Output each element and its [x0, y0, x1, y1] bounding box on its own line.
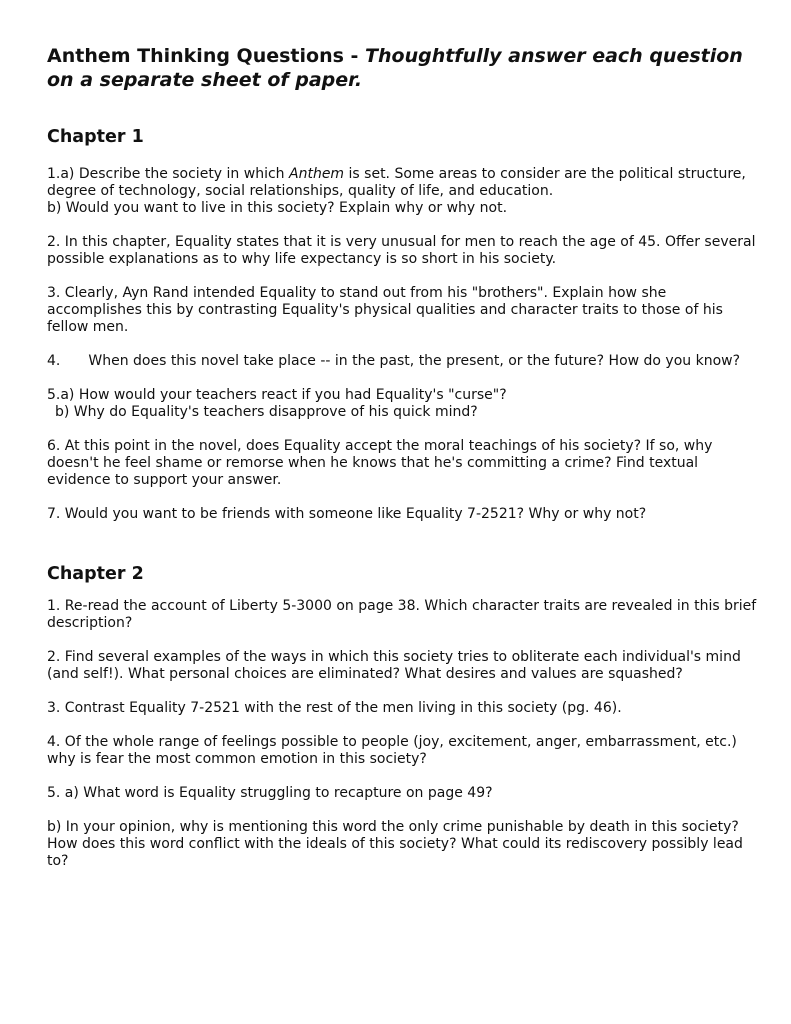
title-instruction: Thoughtfully answer each question on a separate sheet of paper.	[47, 45, 743, 91]
chapter1-question-1	[47, 166, 759, 217]
chapter2-question-1: 1. Re-read the account of Liberty 5-3000 on page 38. Which character traits are revealed in this brief description?	[47, 598, 757, 631]
chapter2-question-2: 2. Find several examples of the ways in which this society tries to obliterate each individual's mind (and self!). What personal choices are eliminated? What desires and values are squashed?	[47, 649, 741, 682]
chapter1-question-4	[47, 353, 759, 370]
chapter1-question-7: 7. Would you want to be friends with someone like Equality 7-2521? Why or why not?	[47, 506, 647, 522]
chapter1-question-3: 3. Clearly, Ayn Rand intended Equality to stand out from his "brothers". Explain how she accomplishes this by contrasting Equality's physical qualities and character traits to those of his fellow men.	[47, 285, 723, 335]
chapter2-question-5b: b) In your opinion, why is mentioning this word the only crime punishable by death in this society? How does this word conflict with the ideals of this society? What could its rediscovery possibly lead to?	[47, 819, 743, 869]
chapter1-question-5	[47, 387, 759, 421]
chapter-1-heading: Chapter 1	[47, 127, 144, 147]
chapter2-question-4: 4. Of the whole range of feelings possible to people (joy, excitement, anger, embarrassment, etc.) why is fear the most common emotion in this society?	[47, 734, 737, 767]
question-1a	[47, 166, 759, 200]
chapter1-question-2: 2. In this chapter, Equality states that it is very unusual for men to reach the age of 45. Offer several possible explanations as to why life expectancy is so short in his society.	[47, 234, 756, 267]
question-1a-book-title: Anthem	[289, 166, 345, 182]
question-4-number: 4.	[47, 353, 61, 369]
chapter-2-heading: Chapter 2	[47, 564, 144, 584]
chapter1-question-6: 6. At this point in the novel, does Equality accept the moral teachings of his society? If so, why doesn't he feel shame or remorse when he knows that he's committing a crime? Find textual evidence to support your answer.	[47, 438, 713, 488]
title-main: Anthem Thinking Questions -	[47, 45, 366, 67]
question-1a-text-start: 1.a) Describe the society in which	[47, 166, 289, 182]
question-1a-text-end: is set. Some areas to consider are the political structure, degree of technology, social relationships, quality of life, and education.	[47, 166, 746, 199]
question-5a: 5.a) How would your teachers react if you had Equality's "curse"?	[47, 387, 507, 403]
worksheet-title	[47, 44, 759, 92]
question-1b: b) Would you want to live in this society? Explain why or why not.	[47, 200, 508, 216]
question-5b: b) Why do Equality's teachers disapprove of his quick mind?	[55, 404, 478, 420]
chapter2-question-3: 3. Contrast Equality 7-2521 with the rest of the men living in this society (pg. 46).	[47, 700, 622, 716]
worksheet-page	[47, 44, 759, 870]
chapter2-question-5a: 5. a) What word is Equality struggling to recapture on page 49?	[47, 785, 493, 801]
question-4-text: When does this novel take place -- in the past, the present, or the future? How do you know?	[88, 353, 741, 369]
